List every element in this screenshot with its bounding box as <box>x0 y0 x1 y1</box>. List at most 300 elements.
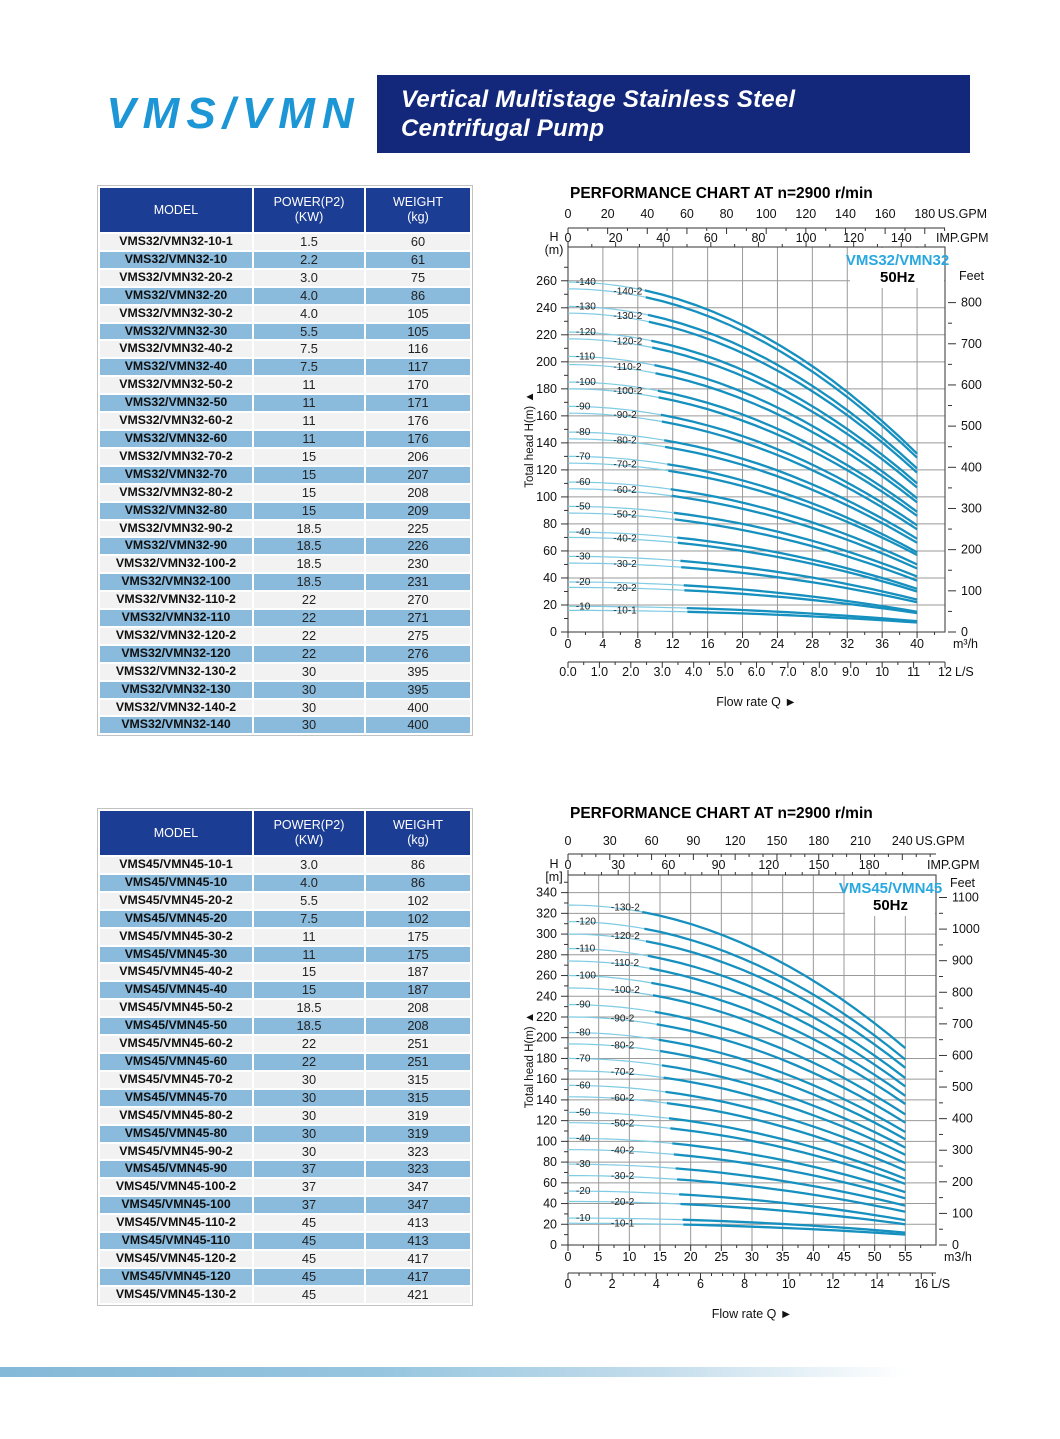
head-m-tick-label: 260 <box>536 273 557 288</box>
table-row <box>100 377 470 393</box>
power-cell: 15 <box>254 503 364 519</box>
curve-label: -110-2 <box>613 361 642 373</box>
weight-cell: 208 <box>366 485 470 501</box>
curve-label: -120-2 <box>610 931 640 943</box>
power-cell: 30 <box>254 682 364 698</box>
table-row <box>100 538 470 554</box>
curve-label: -70 <box>575 1053 591 1065</box>
model-cell: VMS45/VMN45-130-2 <box>100 1287 252 1303</box>
head-axis-symbol: H <box>549 857 559 871</box>
usgpm-tick-label: 0 <box>564 834 572 848</box>
table-row <box>100 1090 470 1106</box>
head-m-tick-label: 300 <box>536 927 557 942</box>
ls-tick-label: 7.0 <box>779 665 797 679</box>
table-row <box>100 947 470 963</box>
vms45-spec-table-body <box>100 857 470 1303</box>
weight-cell: 395 <box>366 682 470 698</box>
power-cell: 3.0 <box>254 857 364 873</box>
table-row <box>100 1161 470 1177</box>
weight-cell: 323 <box>366 1161 470 1177</box>
model-cell: VMS32/VMN32-60 <box>100 431 252 447</box>
weight-cell: 86 <box>366 857 470 873</box>
curve-label: -10-1 <box>613 605 637 617</box>
feet-tick-label: 200 <box>952 1174 973 1189</box>
ls-tick-label: 9.0 <box>842 665 860 679</box>
table-row <box>100 574 470 590</box>
model-cell: VMS32/VMN32-100-2 <box>100 556 252 572</box>
model-cell: VMS32/VMN32-90 <box>100 538 252 554</box>
power-cell: 45 <box>254 1251 364 1267</box>
model-cell: VMS32/VMN32-10 <box>100 252 252 268</box>
curve-label: -80 <box>575 427 591 439</box>
curve-label: -50-2 <box>613 509 637 521</box>
model-cell: VMS45/VMN45-120-2 <box>100 1251 252 1267</box>
curve-label: -90-2 <box>610 1013 635 1025</box>
usgpm-tick-label: 140 <box>835 207 856 221</box>
table-row <box>100 431 470 447</box>
model-cell: VMS45/VMN45-60 <box>100 1054 252 1070</box>
model-cell: VMS32/VMN32-50-2 <box>100 377 252 393</box>
impgpm-tick-label: 100 <box>795 231 817 245</box>
ls-tick-label: 0.0 <box>559 665 577 679</box>
weight-cell: 208 <box>366 1018 470 1034</box>
curve-label: -30-2 <box>613 558 637 570</box>
head-m-tick-label: 200 <box>536 354 557 369</box>
power-cell: 18.5 <box>254 556 364 572</box>
ls-tick-label: 16 <box>914 1277 929 1291</box>
head-axis-symbol: H <box>549 230 559 244</box>
head-m-tick-label: 240 <box>536 989 557 1004</box>
model-cell: VMS32/VMN32-80-2 <box>100 485 252 501</box>
model-cell: VMS32/VMN32-40-2 <box>100 341 252 357</box>
power-cell: 5.5 <box>254 893 364 909</box>
curve-label: -90 <box>575 401 591 413</box>
weight-cell: 319 <box>366 1108 470 1124</box>
head-m-tick-label: 260 <box>536 968 557 983</box>
chart-frequency-label: 50Hz <box>879 269 916 286</box>
curve-label: -90-2 <box>613 410 637 422</box>
power-cell: 37 <box>254 1197 364 1213</box>
usgpm-tick-label: 180 <box>914 207 936 221</box>
table-row <box>100 521 470 537</box>
head-m-tick-label: 40 <box>543 1196 557 1211</box>
usgpm-tick-label: 210 <box>850 834 871 848</box>
power-cell: 22 <box>254 628 364 644</box>
model-cell: VMS45/VMN45-20-2 <box>100 893 252 909</box>
table-row <box>100 1000 470 1016</box>
curve-label: -40-2 <box>610 1145 635 1157</box>
ls-tick-label: 6 <box>697 1277 704 1291</box>
y-axis-caption: Total head H(m) ▲ <box>524 1011 536 1109</box>
ls-tick-label: 8.0 <box>810 665 829 679</box>
weight-cell: 208 <box>366 1000 470 1016</box>
weight-cell: 75 <box>366 270 470 286</box>
curve-label: -120 <box>575 327 596 339</box>
weight-cell: 225 <box>366 521 470 537</box>
power-cell: 18.5 <box>254 521 364 537</box>
table-row <box>100 1269 470 1285</box>
impgpm-tick-label: 90 <box>711 858 726 872</box>
curve-label: -60 <box>575 477 591 489</box>
ls-tick-label: 10 <box>781 1277 796 1291</box>
curve-label: -20-2 <box>613 582 637 594</box>
vms32-performance-chart <box>520 185 1006 733</box>
m3h-tick-label: 0 <box>564 637 572 651</box>
model-cell: VMS45/VMN45-70-2 <box>100 1072 252 1088</box>
curve-label: -140-2 <box>613 286 643 298</box>
impgpm-tick-label: 80 <box>751 231 766 245</box>
product-title-banner <box>377 75 970 153</box>
usgpm-tick-label: 150 <box>766 834 788 848</box>
weight-cell: 86 <box>366 288 470 304</box>
curve-label: -140 <box>575 277 596 289</box>
ls-tick-label: 4.0 <box>684 665 703 679</box>
weight-cell: 187 <box>366 982 470 998</box>
weight-cell: 315 <box>366 1090 470 1106</box>
feet-tick-label: 500 <box>952 1080 973 1095</box>
m3h-tick-label: 30 <box>745 1250 759 1264</box>
feet-tick-label: 500 <box>961 419 982 434</box>
head-m-tick-label: 240 <box>536 300 557 315</box>
power-cell: 18.5 <box>254 1018 364 1034</box>
usgpm-tick-label: 40 <box>640 207 655 221</box>
usgpm-axis-unit: US.GPM <box>937 207 988 221</box>
curve-label: -40 <box>575 527 591 539</box>
model-cell: VMS32/VMN32-20 <box>100 288 252 304</box>
table-row <box>100 234 470 250</box>
power-cell: 4.0 <box>254 288 364 304</box>
power-cell: 15 <box>254 485 364 501</box>
model-cell: VMS32/VMN32-50 <box>100 395 252 411</box>
table-row <box>100 556 470 572</box>
feet-tick-label: 600 <box>961 377 982 392</box>
m3h-tick-label: 55 <box>898 1250 913 1264</box>
power-cell: 18.5 <box>254 574 364 590</box>
ls-tick-label: 5.0 <box>716 665 734 679</box>
table-row <box>100 592 470 608</box>
power-cell: 4.0 <box>254 875 364 891</box>
m3h-tick-label: 20 <box>735 637 750 651</box>
ls-tick-label: 10 <box>875 665 890 679</box>
head-m-tick-label: 200 <box>536 1030 557 1045</box>
curve-label: -10 <box>575 1213 591 1225</box>
power-cell: 18.5 <box>254 538 364 554</box>
usgpm-tick-label: 20 <box>600 207 615 221</box>
power-cell: 7.5 <box>254 359 364 375</box>
weight-cell: 86 <box>366 875 470 891</box>
table-row <box>100 485 470 501</box>
curve-label: -120 <box>575 916 596 928</box>
usgpm-tick-label: 30 <box>602 834 617 848</box>
model-cell: VMS32/VMN32-100 <box>100 574 252 590</box>
table-row <box>100 324 470 340</box>
feet-tick-label: 1100 <box>952 890 979 905</box>
model-cell: VMS45/VMN45-90-2 <box>100 1144 252 1160</box>
table-row <box>100 646 470 662</box>
table-row <box>100 270 470 286</box>
usgpm-axis-unit: US.GPM <box>915 834 965 848</box>
table-row <box>100 503 470 519</box>
ls-tick-label: 6.0 <box>747 665 766 679</box>
feet-tick-label: 300 <box>961 501 982 516</box>
power-cell: 30 <box>254 717 364 733</box>
weight-cell: 170 <box>366 377 470 393</box>
m3h-tick-label: 4 <box>599 637 607 651</box>
head-m-tick-label: 120 <box>536 1113 557 1128</box>
x-axis-caption: Flow rate Q ► <box>716 695 797 709</box>
table-row <box>100 1144 470 1160</box>
model-cell: VMS32/VMN32-120 <box>100 646 252 662</box>
curve-label: -10 <box>575 601 591 613</box>
power-cell: 45 <box>254 1269 364 1285</box>
feet-tick-label: 900 <box>952 953 973 968</box>
ls-tick-label: 2 <box>608 1277 616 1291</box>
model-cell: VMS32/VMN32-80 <box>100 503 252 519</box>
power-cell: 18.5 <box>254 1000 364 1016</box>
weight-cell: 275 <box>366 628 470 644</box>
impgpm-tick-label: 120 <box>758 858 780 872</box>
head-m-tick-label: 140 <box>536 435 557 450</box>
table-row <box>100 395 470 411</box>
model-cell: VMS32/VMN32-90-2 <box>100 521 252 537</box>
curve-label: -110 <box>575 943 596 955</box>
m3h-tick-label: 24 <box>770 637 785 651</box>
model-cell: VMS45/VMN45-50 <box>100 1018 252 1034</box>
feet-tick-label: 800 <box>952 985 973 1000</box>
power-cell: 30 <box>254 1144 364 1160</box>
table-row <box>100 413 470 429</box>
m3h-tick-label: 12 <box>665 637 680 651</box>
footer-accent-bar <box>0 1367 945 1377</box>
power-cell: 7.5 <box>254 911 364 927</box>
weight-cell: 105 <box>366 324 470 340</box>
brand-banner <box>100 75 367 153</box>
usgpm-tick-label: 60 <box>644 834 659 848</box>
m3h-tick-label: 28 <box>805 637 820 651</box>
weight-cell: 60 <box>366 234 470 250</box>
m3h-tick-label: 5 <box>595 1250 603 1264</box>
curve-label: -50 <box>575 1107 591 1119</box>
weight-cell: 187 <box>366 964 470 980</box>
power-cell: 22 <box>254 646 364 662</box>
weight-cell: 347 <box>366 1197 470 1213</box>
ls-tick-label: 1.0 <box>590 665 609 679</box>
curve-label: -40 <box>575 1133 591 1145</box>
head-axis-unit: [m] <box>545 870 563 884</box>
head-m-tick-label: 0 <box>550 1238 557 1252</box>
power-cell: 45 <box>254 1215 364 1231</box>
head-m-tick-label: 80 <box>543 516 557 531</box>
table-row <box>100 1036 470 1052</box>
weight-cell: 226 <box>366 538 470 554</box>
impgpm-tick-label: 0 <box>564 231 572 245</box>
curve-label: -40-2 <box>613 533 637 545</box>
feet-tick-label: 300 <box>952 1143 973 1158</box>
head-m-tick-label: 160 <box>536 408 557 423</box>
power-cell: 30 <box>254 1072 364 1088</box>
m3h-tick-label: 35 <box>775 1250 790 1264</box>
column-header: MODEL <box>100 811 252 855</box>
weight-cell: 400 <box>366 717 470 733</box>
vms32-spec-table <box>97 185 473 736</box>
m3h-tick-label: 40 <box>806 1250 821 1264</box>
head-m-tick-label: 160 <box>536 1072 557 1087</box>
weight-cell: 251 <box>366 1054 470 1070</box>
m3h-tick-label: 25 <box>714 1250 729 1264</box>
power-cell: 15 <box>254 964 364 980</box>
model-cell: VMS45/VMN45-50-2 <box>100 1000 252 1016</box>
model-cell: VMS45/VMN45-10-1 <box>100 857 252 873</box>
feet-tick-label: 100 <box>961 583 982 598</box>
model-cell: VMS32/VMN32-30 <box>100 324 252 340</box>
feet-tick-label: 0 <box>952 1238 959 1252</box>
usgpm-tick-label: 100 <box>755 207 777 221</box>
weight-cell: 347 <box>366 1179 470 1195</box>
table-row <box>100 682 470 698</box>
chart-model-label: VMS32/VMN32 <box>845 252 950 269</box>
power-cell: 45 <box>254 1233 364 1249</box>
model-cell: VMS32/VMN32-120-2 <box>100 628 252 644</box>
model-cell: VMS45/VMN45-60-2 <box>100 1036 252 1052</box>
y-axis-caption: Total head H(m) ▲ <box>524 391 536 488</box>
head-m-tick-label: 140 <box>536 1092 557 1107</box>
table-row <box>100 664 470 680</box>
table-row <box>100 1018 470 1034</box>
weight-cell: 207 <box>366 467 470 483</box>
feet-tick-label: 0 <box>961 625 968 639</box>
curve-label: -120-2 <box>613 336 643 348</box>
table-row <box>100 893 470 909</box>
curve-label: -130-2 <box>613 310 643 322</box>
table-row <box>100 1215 470 1231</box>
power-cell: 11 <box>254 413 364 429</box>
feet-tick-label: 1000 <box>952 922 980 937</box>
weight-cell: 102 <box>366 893 470 909</box>
power-cell: 37 <box>254 1161 364 1177</box>
model-cell: VMS32/VMN32-70-2 <box>100 449 252 465</box>
table-row <box>100 717 470 733</box>
usgpm-tick-label: 0 <box>564 207 572 221</box>
curve-label: -80-2 <box>613 435 637 447</box>
vms32-spec-table-header <box>100 188 470 232</box>
pump-curve <box>568 905 905 1048</box>
column-header: WEIGHT (kg) <box>366 811 470 855</box>
model-cell: VMS32/VMN32-110-2 <box>100 592 252 608</box>
ls-tick-label: 4 <box>652 1277 660 1291</box>
power-cell: 2.2 <box>254 252 364 268</box>
head-m-tick-label: 320 <box>536 906 557 921</box>
model-cell: VMS45/VMN45-40-2 <box>100 964 252 980</box>
product-title-line2: Centrifugal Pump <box>401 115 605 142</box>
model-cell: VMS32/VMN32-130-2 <box>100 664 252 680</box>
impgpm-tick-label: 150 <box>808 858 830 872</box>
table-row <box>100 610 470 626</box>
impgpm-tick-label: 20 <box>608 231 623 245</box>
table-row <box>100 359 470 375</box>
weight-cell: 230 <box>366 556 470 572</box>
ls-tick-label: 14 <box>870 1277 885 1291</box>
power-cell: 22 <box>254 592 364 608</box>
head-m-tick-label: 100 <box>536 1134 557 1149</box>
weight-cell: 61 <box>366 252 470 268</box>
ls-tick-label: 2.0 <box>622 665 640 679</box>
model-cell: VMS32/VMN32-140 <box>100 717 252 733</box>
table-row <box>100 857 470 873</box>
curve-label: -60-2 <box>610 1092 635 1104</box>
head-m-tick-label: 220 <box>536 1009 557 1024</box>
power-cell: 15 <box>254 449 364 465</box>
power-cell: 15 <box>254 982 364 998</box>
ls-tick-label: 3.0 <box>653 665 671 679</box>
table-row <box>100 1287 470 1303</box>
usgpm-tick-label: 160 <box>874 207 896 221</box>
impgpm-tick-label: 40 <box>656 231 671 245</box>
model-cell: VMS45/VMN45-100 <box>100 1197 252 1213</box>
model-cell: VMS45/VMN45-120 <box>100 1269 252 1285</box>
model-cell: VMS45/VMN45-10 <box>100 875 252 891</box>
weight-cell: 116 <box>366 341 470 357</box>
table-row <box>100 1179 470 1195</box>
curve-label: -50 <box>575 501 591 513</box>
m3h-tick-label: 45 <box>837 1250 851 1264</box>
ls-tick-label: 8 <box>741 1277 749 1291</box>
feet-tick-label: 600 <box>952 1048 973 1063</box>
power-cell: 5.5 <box>254 324 364 340</box>
power-cell: 22 <box>254 1054 364 1070</box>
model-cell: VMS45/VMN45-80 <box>100 1126 252 1142</box>
impgpm-tick-label: 60 <box>661 858 676 872</box>
head-m-tick-label: 100 <box>536 489 557 504</box>
column-header: MODEL <box>100 188 252 232</box>
power-cell: 11 <box>254 947 364 963</box>
model-cell: VMS45/VMN45-30 <box>100 947 252 963</box>
power-cell: 11 <box>254 431 364 447</box>
m3h-tick-label: 40 <box>910 637 925 651</box>
weight-cell: 270 <box>366 592 470 608</box>
feet-tick-label: 400 <box>961 460 982 475</box>
weight-cell: 395 <box>366 664 470 680</box>
weight-cell: 231 <box>366 574 470 590</box>
power-cell: 15 <box>254 467 364 483</box>
feet-tick-label: 100 <box>952 1206 973 1221</box>
usgpm-tick-label: 80 <box>719 207 734 221</box>
weight-cell: 206 <box>366 449 470 465</box>
curve-label: -10-1 <box>610 1218 635 1230</box>
power-cell: 22 <box>254 610 364 626</box>
curve-label: -20 <box>575 1186 591 1198</box>
curve-label: -50-2 <box>610 1118 635 1130</box>
weight-cell: 417 <box>366 1251 470 1267</box>
power-cell: 45 <box>254 1287 364 1303</box>
column-header: WEIGHT (kg) <box>366 188 470 232</box>
vms45-spec-table <box>97 808 473 1306</box>
table-row <box>100 341 470 357</box>
curve-label: -30 <box>575 1159 591 1171</box>
head-m-tick-label: 180 <box>536 381 557 396</box>
table-row <box>100 1126 470 1142</box>
table-row <box>100 1108 470 1124</box>
table-row <box>100 306 470 322</box>
head-m-tick-label: 20 <box>543 597 557 612</box>
curve-label: -60-2 <box>613 485 637 497</box>
product-title-line1: Vertical Multistage Stainless Steel <box>401 86 796 113</box>
weight-cell: 319 <box>366 1126 470 1142</box>
impgpm-tick-label: 60 <box>703 231 718 245</box>
power-cell: 3.0 <box>254 270 364 286</box>
table-row <box>100 982 470 998</box>
m3h-tick-label: 32 <box>840 637 855 651</box>
weight-cell: 176 <box>366 431 470 447</box>
